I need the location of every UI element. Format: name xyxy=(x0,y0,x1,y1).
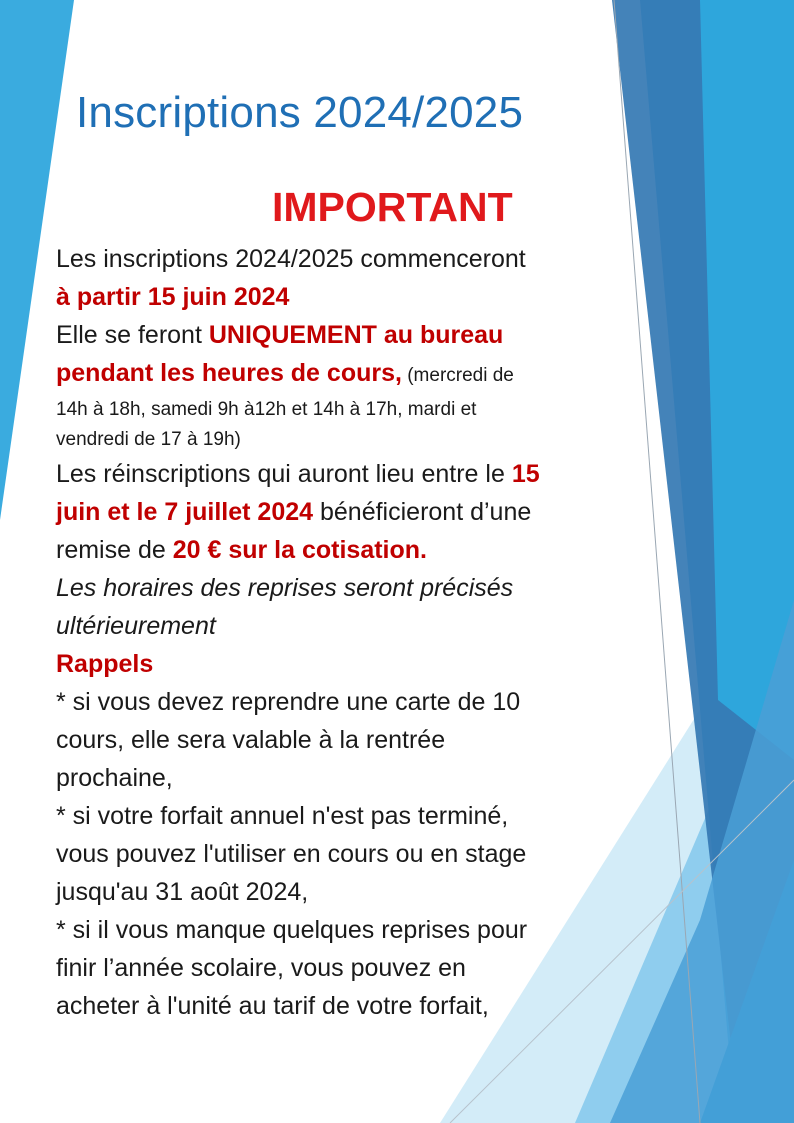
discount-text: remise de xyxy=(56,536,173,564)
hours-detail-line: vendredi de 17 à 19h) xyxy=(56,429,241,450)
rappel-item-3: acheter à l'unité au tarif de votre forfait, xyxy=(56,992,489,1020)
discount-amount: 20 € sur la cotisation. xyxy=(172,536,427,564)
schedule-note: ultérieurement xyxy=(56,612,216,640)
rappel-item-1: prochaine, xyxy=(56,764,173,792)
rappel-item-3: finir l’année scolaire, vous pouvez en xyxy=(56,954,466,982)
location-line xyxy=(56,316,666,354)
important-heading: IMPORTANT xyxy=(272,184,513,230)
page-title: Inscriptions 2024/2025 xyxy=(76,88,524,137)
hours-detail-line: 14h à 18h, samedi 9h à12h et 14h à 17h, mardi et xyxy=(56,399,477,420)
hours-emphasis: pendant les heures de cours, xyxy=(56,359,402,387)
hours-line xyxy=(56,354,666,395)
rappel-item-2: * si votre forfait annuel n'est pas terminé, xyxy=(56,802,509,830)
start-text: Les inscriptions 2024/2025 commenceront xyxy=(56,245,526,273)
reinscription-text: bénéficieront d’une xyxy=(313,498,532,526)
hours-detail: (mercredi de xyxy=(401,365,514,386)
start-date: à partir 15 juin 2024 xyxy=(56,283,290,311)
reinscription-dates: juin et le 7 juillet 2024 xyxy=(56,498,314,526)
flyer-content xyxy=(56,240,666,1025)
rappel-item-2: vous pouvez l'utiliser en cours ou en stage xyxy=(56,840,527,868)
location-text: Elle se feront xyxy=(56,321,209,349)
rappel-item-3: * si il vous manque quelques reprises pour xyxy=(56,916,528,944)
location-emphasis: UNIQUEMENT au bureau xyxy=(208,321,504,349)
reinscription-emphasis: 15 xyxy=(511,460,540,488)
reinscription-text: Les réinscriptions qui auront lieu entre le xyxy=(56,460,512,488)
discount-line xyxy=(56,531,666,569)
rappel-item-1: * si vous devez reprendre une carte de 10 xyxy=(56,688,521,716)
rappel-item-2: jusqu'au 31 août 2024, xyxy=(56,878,309,906)
schedule-note: Les horaires des reprises seront précisés xyxy=(56,574,514,602)
reinscription-line xyxy=(56,455,666,493)
rappels-heading: Rappels xyxy=(56,650,154,678)
reinscription-line xyxy=(56,493,666,531)
rappel-item-1: cours, elle sera valable à la rentrée xyxy=(56,726,446,754)
